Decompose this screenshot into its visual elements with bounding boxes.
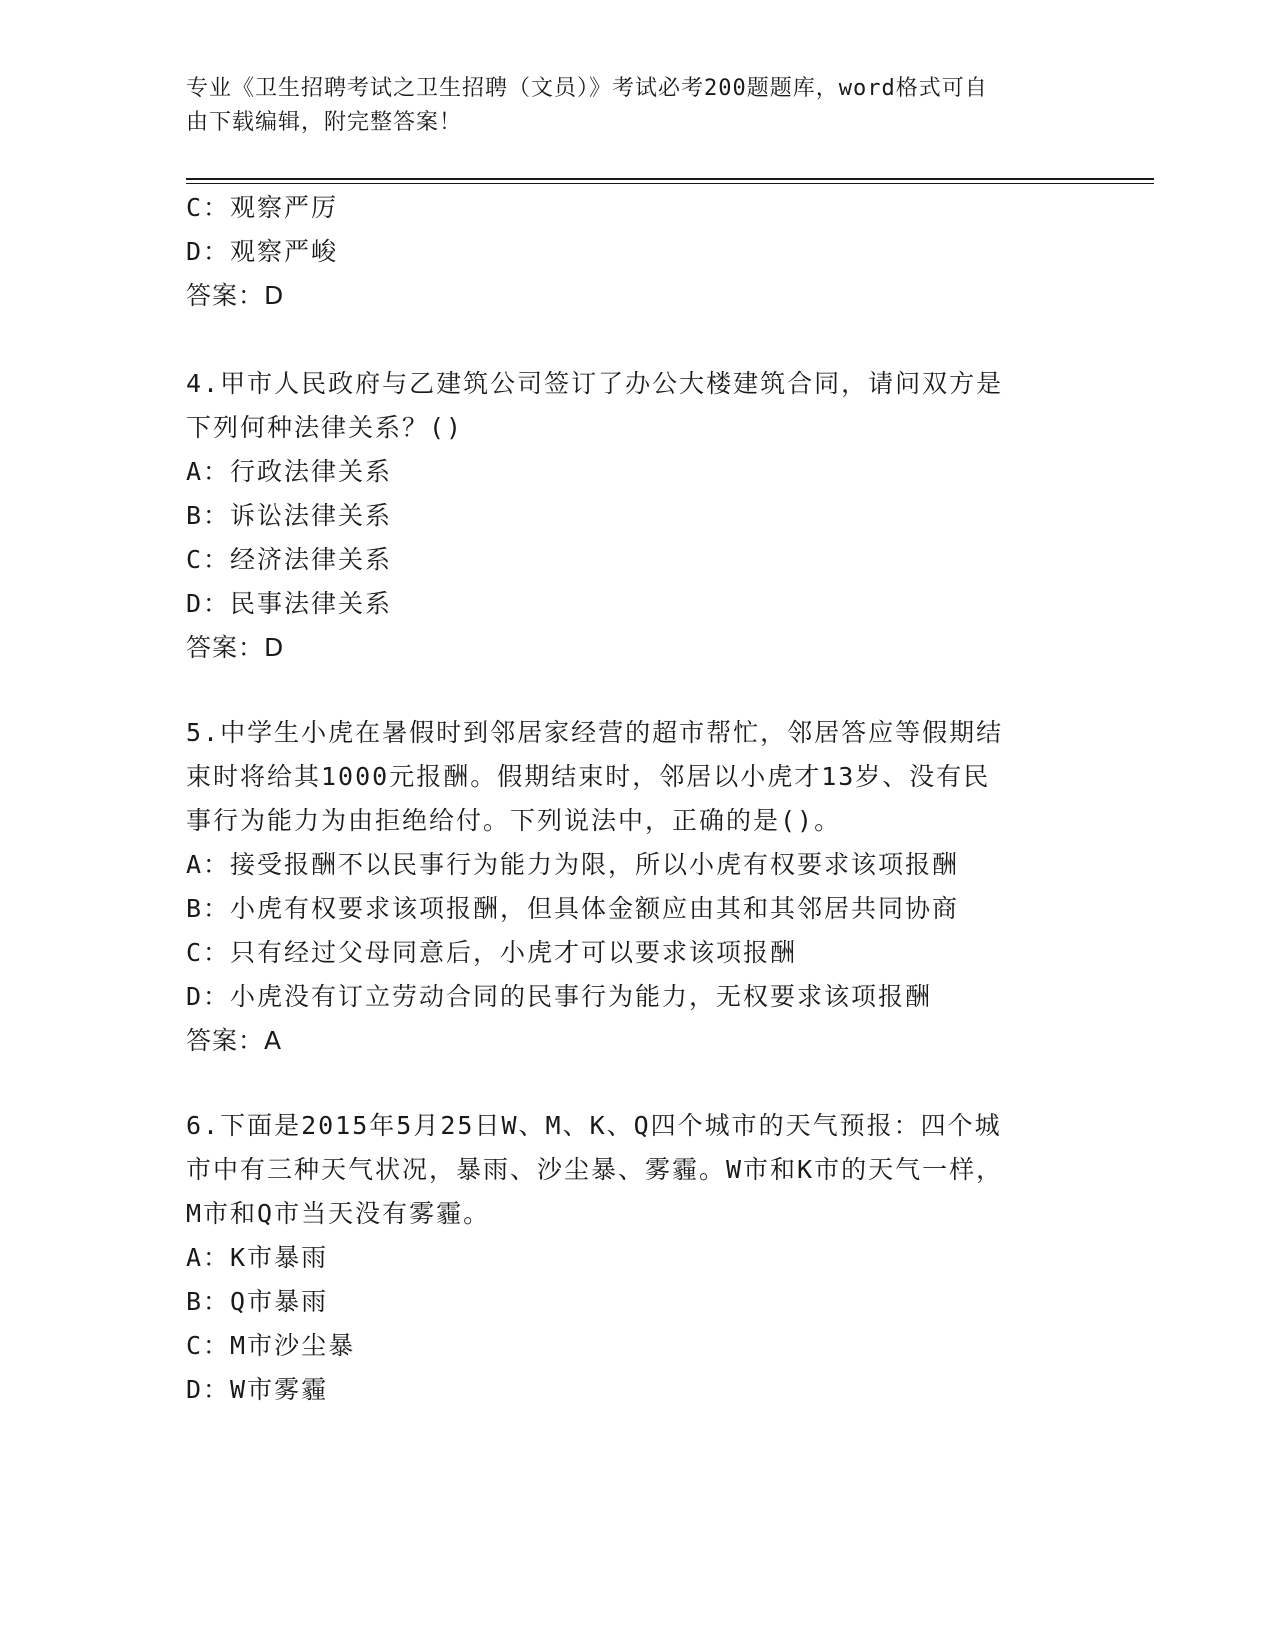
q6-stem-line-1: 6.下面是2015年5月25日W、M、K、Q四个城市的天气预报：四个城 bbox=[186, 1111, 1002, 1140]
q4-option-a: A：行政法律关系 bbox=[186, 457, 393, 486]
header-line-1: 专业《卫生招聘考试之卫生招聘（文员）》考试必考200题题库，word格式可自 bbox=[186, 76, 988, 101]
q5-answer: 答案：A bbox=[186, 1026, 283, 1055]
q4-stem-line-1: 4.甲市人民政府与乙建筑公司签订了办公大楼建筑合同，请问双方是 bbox=[186, 369, 1004, 398]
header-divider-thick bbox=[186, 178, 1154, 180]
q4-option-d: D：民事法律关系 bbox=[186, 589, 393, 618]
q4-stem-line-2: 下列何种法律关系？() bbox=[186, 413, 464, 442]
q6-option-a: A：K市暴雨 bbox=[186, 1243, 329, 1272]
q6-stem-line-3: M市和Q市当天没有雾霾。 bbox=[186, 1199, 491, 1228]
q5-option-a: A：接受报酬不以民事行为能力为限，所以小虎有权要求该项报酬 bbox=[186, 850, 960, 879]
q6-option-b: B：Q市暴雨 bbox=[186, 1287, 329, 1316]
q4-answer: 答案：D bbox=[186, 633, 285, 662]
q5-stem-line-3: 事行为能力为由拒绝给付。下列说法中，正确的是()。 bbox=[186, 806, 842, 835]
q5-option-b: B：小虎有权要求该项报酬，但具体金额应由其和其邻居共同协商 bbox=[186, 894, 960, 923]
q6-option-d: D：W市雾霾 bbox=[186, 1375, 329, 1404]
q4-option-b: B：诉讼法律关系 bbox=[186, 501, 393, 530]
header-divider-thin bbox=[186, 183, 1154, 184]
q3-option-c: C：观察严厉 bbox=[186, 193, 339, 222]
q4-option-c: C：经济法律关系 bbox=[186, 545, 393, 574]
q5-option-d: D：小虎没有订立劳动合同的民事行为能力，无权要求该项报酬 bbox=[186, 982, 933, 1011]
q3-answer: 答案：D bbox=[186, 281, 285, 310]
document-header bbox=[186, 72, 1066, 140]
q5-stem-line-1: 5.中学生小虎在暑假时到邻居家经营的超市帮忙，邻居答应等假期结 bbox=[186, 718, 1004, 747]
q3-option-d: D：观察严峻 bbox=[186, 237, 339, 266]
q6-stem-line-2: 市中有三种天气状况，暴雨、沙尘暴、雾霾。W市和K市的天气一样， bbox=[186, 1155, 1004, 1184]
header-line-2: 由下载编辑，附完整答案！ bbox=[186, 110, 463, 135]
q6-option-c: C：M市沙尘暴 bbox=[186, 1331, 356, 1360]
q5-option-c: C：只有经过父母同意后，小虎才可以要求该项报酬 bbox=[186, 938, 798, 967]
q5-stem-line-2: 束时将给其1000元报酬。假期结束时，邻居以小虎才13岁、没有民 bbox=[186, 762, 991, 791]
